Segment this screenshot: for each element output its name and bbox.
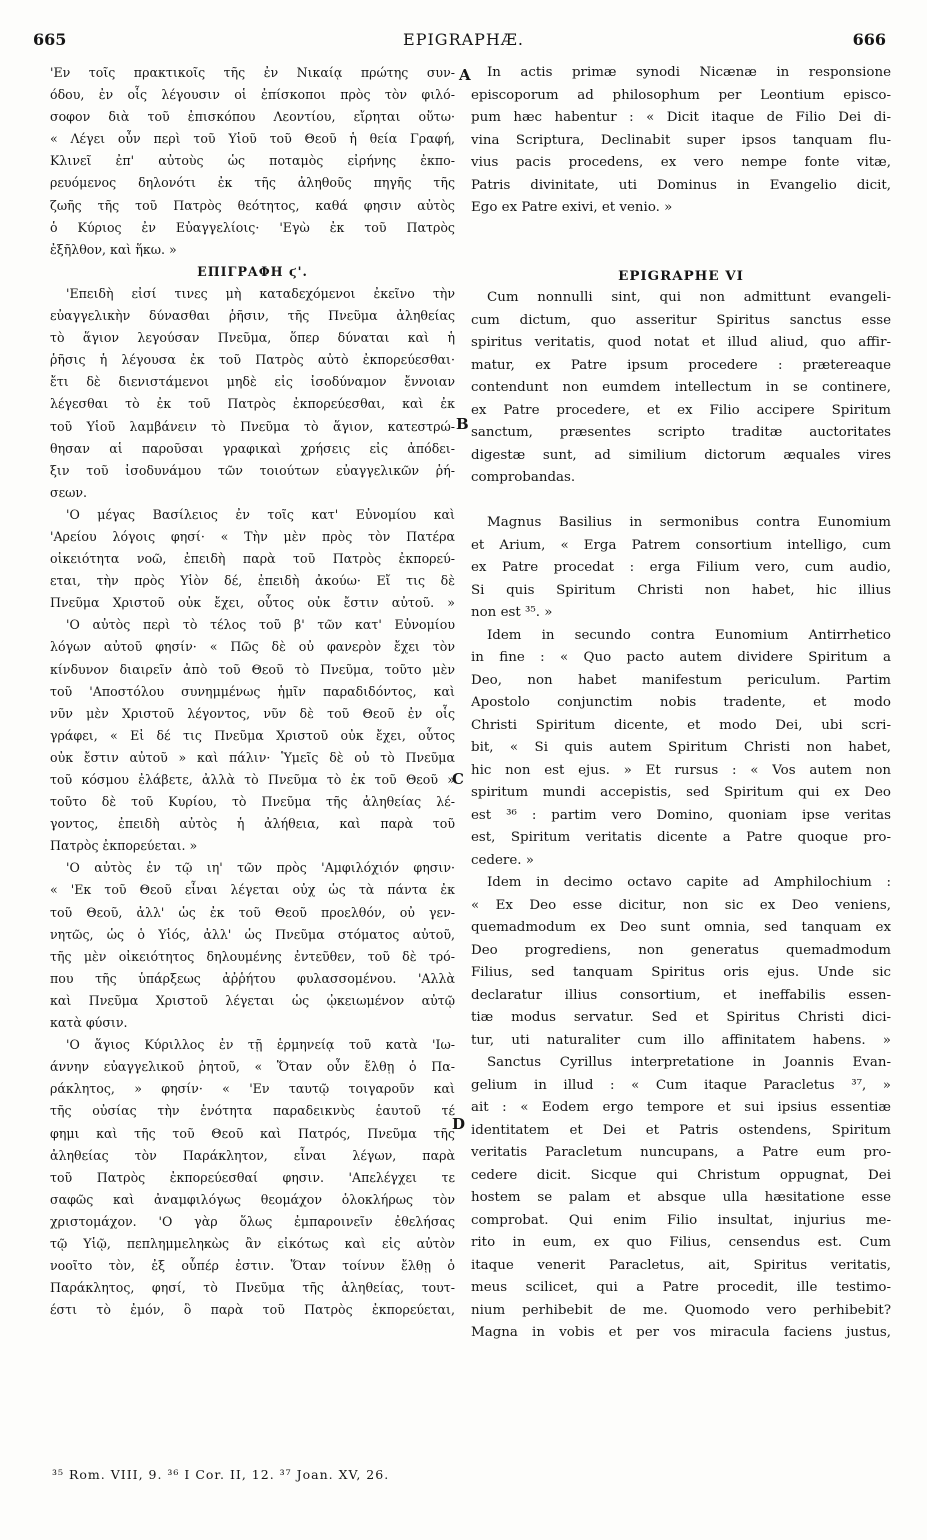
greek-line: κατὰ φύσιν. xyxy=(50,1015,128,1031)
latin-line: ait : « Eodem ergo tempore et sui ipsius essentiæ xyxy=(471,1100,891,1115)
greek-line: Κλινεῖ ἐπ' αὐτοὺς ὡς ποταμὸς εἰρήνης ἐκπο- xyxy=(50,153,455,169)
greek-line: γράφει, « Εἰ δέ τις Πνεῦμα Χριστοῦ οὐκ ἔχει, οὗτος xyxy=(50,727,455,743)
greek-line: σαφῶς καὶ ἀναμφιλόγως θεομάχον ὁλοκλήρως τὸν xyxy=(50,1191,455,1207)
greek-line: λόγων αὐτοῦ φησίν· « Πῶς δὲ οὐ φανερὸν ἔχει τὸν xyxy=(50,639,455,655)
latin-line: digestæ sunt, ad similium dictorum æquales vires xyxy=(471,447,891,463)
greek-line: εται, τὴν πρὸς Υἱὸν δέ, ἐπειδὴ ἀκούω· Εἴ τις δὲ xyxy=(50,573,455,589)
greek-line: Πατρὸς ἐκπορεύεται. » xyxy=(50,838,198,854)
latin-line: Deo, non habet manifestum periculum. Partim xyxy=(471,672,891,688)
greek-line: τὸ ἅγιον λεγούσαν Πνεῦμα, ὅπερ δύναται καὶ ἡ xyxy=(50,330,455,346)
greek-line: 'Ο μέγας Βασίλειος ἐν τοῖς κατ' Εὐνομίου καὶ xyxy=(66,506,455,522)
latin-line: cum dictum, quo asseritur Spiritus sanctus esse xyxy=(471,312,891,328)
greek-line: έστι τὸ ἐμόν, ὃ παρὰ τοῦ Πατρὸς ἐκπορεύεται, xyxy=(50,1302,455,1318)
greek-line: τοῦτο δὲ τοῦ Κυρίου, τὸ Πνεῦμα τῆς ἀληθείας λέ- xyxy=(50,794,455,810)
latin-line: non est ³⁵. » xyxy=(471,605,553,620)
greek-line: ράκλητος, » φησίν· « 'Εν ταυτῷ τοιγαροῦν καὶ xyxy=(50,1081,455,1097)
latin-line: bit, « Si quis autem Spiritum Christi non habet, xyxy=(471,740,891,755)
latin-line: Patris divinitate, uti Dominus in Evangelio dicit, xyxy=(471,177,891,193)
latin-line: hostem se palam et absque ulla hæsitatione esse xyxy=(471,1190,891,1205)
greek-line: 'Επειδὴ εἰσί τινες μὴ καταδεχόμενοι ἐκεῖνο τὴν xyxy=(66,285,455,301)
latin-line: Christi Spiritum dicente, et modo Dei, ubi scri- xyxy=(471,717,891,733)
page-number-right: 666 xyxy=(852,30,886,49)
greek-line: ξιν τοῦ ἰσοδυνάμου τῶν τοιούτων εὐαγγελικῶν ῥή- xyxy=(50,462,455,478)
latin-line: spiritus veritatis, quod notat et illud aliud, quo affir- xyxy=(471,335,891,350)
latin-line: sanctum, præsentes scripto traditæ auctoritates xyxy=(471,425,891,440)
latin-line: in fine : « Quo pacto autem dividere Spiritum a xyxy=(471,650,891,665)
greek-line: κίνδυνον διαιρεῖν ἀπὸ τοῦ Θεοῦ τὸ Πνεῦμα, τοῦτο μὲν xyxy=(50,661,455,677)
greek-line: νοοῖτο τὸν, ἐξ οὗπέρ ἐστιν. Ὅταν τοίνυν ἔλθῃ ὁ xyxy=(50,1258,455,1274)
greek-line: ὁ Κύριος ἐν Εὐαγγελίοις· 'Εγὼ ἐκ τοῦ Πατρὸς xyxy=(50,219,455,235)
greek-line: οὐκ ἔστιν αὐτοῦ » καὶ πάλιν· Ὑμεῖς δὲ οὐ τὸ Πνεῦμα xyxy=(50,749,455,765)
latin-line: Sanctus Cyrillus interpretatione in Joannis Evan- xyxy=(487,1055,891,1070)
latin-line: Magna in vobis et per vos miracula faciens justus, xyxy=(471,1325,891,1340)
greek-line: ἐξῆλθον, καὶ ἥκω. » xyxy=(50,241,177,257)
latin-line: declaratur illius consortium, et ineffabilis essen- xyxy=(471,987,891,1003)
latin-line: Cum nonnulli sint, qui non admittunt evangeli- xyxy=(487,290,891,305)
latin-line: gelium in illud : « Cum itaque Paracletus ³⁷, » xyxy=(471,1077,891,1093)
latin-line: spiritum mundi accepistis, sed Spiritum qui ex Deo xyxy=(471,785,891,800)
latin-line: identitatem et Dei et Patris ostendens, Spiritum xyxy=(471,1122,891,1138)
latin-line: et Arium, « Erga Patrem consortium intelligo, cum xyxy=(471,537,891,553)
greek-line: λέγεσθαι τὸ ἐκ τοῦ Πατρὸς ἐκπορεύεσθαι, καὶ ἐκ xyxy=(50,396,455,412)
latin-line: Apostolo conjunctim nobis tradente, et modo xyxy=(471,695,891,710)
greek-line: ἀληθείας τὸν Παράκλητον, εἶναι λέγων, παρὰ xyxy=(50,1147,455,1163)
greek-line: άννην εὐαγγελικοῦ ῥητοῦ, « Ὅταν οὖν ἔλθῃ ὁ Πα- xyxy=(50,1059,455,1075)
latin-line: ex Patre procedat : erga Filium vero, cum audio, xyxy=(471,560,891,575)
latin-line: Magnus Basilius in sermonibus contra Eunomium xyxy=(487,515,891,530)
margin-letter-a: A xyxy=(459,66,471,84)
greek-line: « 'Εκ τοῦ Θεοῦ εἶναι λέγεται οὐχ ὡς τὰ πάντα ἐκ xyxy=(50,882,455,898)
greek-line: καὶ Πνεῦμα Χριστοῦ λέγεται ὡς ᾠκειωμένον αὐτῷ xyxy=(50,992,455,1008)
greek-line: τῷ Υἱῷ, πεπλημμεληκὼς ἂν εἰκότως καὶ εἰς αὐτὸν xyxy=(50,1235,455,1251)
footnotes: ³⁵ Rom. VIII, 9. ³⁶ I Cor. II, 12. ³⁷ Joan. XV, 26. xyxy=(52,1467,390,1482)
greek-line: οἰκειότητα νοῶ, ἐπειδὴ παρὰ τοῦ Πατρὸς ἐκπορεύ- xyxy=(50,551,455,567)
greek-line: τοῦ Υἱοῦ λαμβάνειν τὸ Πνεῦμα τὸ ἅγιον, κατεστρώ- xyxy=(50,418,455,434)
greek-line: Παράκλητος, φησί, τὸ Πνεῦμα τῆς ἀληθείας, τουτ- xyxy=(50,1280,455,1296)
latin-line: rito in eum, ex quo Filius, censendus est. Cum xyxy=(471,1235,891,1250)
latin-line: Deo progrediens, non generatus quemadmodum xyxy=(471,942,891,958)
latin-line: matur, ex Patre ipsum procedere : prætereaque xyxy=(471,357,891,373)
latin-line: Idem in decimo octavo capite ad Amphilochium : xyxy=(487,875,891,890)
latin-line xyxy=(471,220,891,243)
latin-line: vius pacis procedens, ex vero nempe fonte vitæ, xyxy=(471,155,891,170)
greek-line: τοῦ 'Αποστόλου συνημμένως ἡμῖν παραδιδόντος, καὶ xyxy=(50,683,455,699)
greek-line: σοφον διὰ τοῦ ἐπισκόπου Λεοντίου, εἴρηται οὕτω· xyxy=(50,109,455,125)
margin-letter-c: C xyxy=(452,770,464,788)
latin-line: hic non est ejus. » Et rursus : « Vos autem non xyxy=(471,762,891,778)
greek-line: εὐαγγελικὴν δύνασθαι ῥῆσιν, τῆς Πνεῦμα ἀληθείας xyxy=(50,308,455,324)
latin-line: itaque venerit Paracletus, ait, Spiritus veritatis, xyxy=(471,1257,891,1273)
latin-line: est ³⁶ : partim vero Domino, quoniam ipse veritas xyxy=(471,807,891,823)
greek-line: τοῦ Πατρὸς ἐκπορεύεσθαί φησιν. 'Απελέγχει τε xyxy=(50,1169,455,1185)
latin-line: comprobat. Qui enim Filio insultat, injurius me- xyxy=(471,1212,891,1228)
latin-line: quemadmodum ex Deo sunt omnia, sed tanquam ex xyxy=(471,920,891,935)
latin-line: ex Patre procedere, et ex Filio accipere Spiritum xyxy=(471,402,891,418)
greek-line: φημι καὶ τῆς τοῦ Θεοῦ καὶ Πατρός, Πνεῦμα τῆς xyxy=(50,1125,455,1141)
greek-line: ρευόμενος δηλονότι ἐκ τῆς ἀληθοῦς πηγῆς τῆς xyxy=(50,175,455,191)
greek-column xyxy=(50,62,455,1457)
latin-column xyxy=(471,62,891,1457)
greek-line: τῆς οὐσίας τὴν ἑνότητα παραδεικνὺς ἑαυτοῦ τέ xyxy=(50,1103,455,1119)
greek-line: γοντος, ἐπειδὴ αὐτὸς ἡ ἀλήθεια, καὶ παρὰ τοῦ xyxy=(50,816,455,832)
latin-line: cedere. » xyxy=(471,852,534,868)
latin-line xyxy=(471,490,891,513)
greek-line: ἔτι δὲ διενιστάμενοι μηδὲ εἰς ἰσοδύναμον ἔννοιαν xyxy=(50,374,455,390)
greek-line: τοῦ Θεοῦ, ἀλλ' ὡς ἐκ τοῦ Θεοῦ προελθόν, οὐ γεν- xyxy=(50,904,455,920)
greek-line: « Λέγει οὖν περὶ τοῦ Υἱοῦ τοῦ Θεοῦ ἡ θεία Γραφή, xyxy=(50,131,455,147)
latin-line: comprobandas. xyxy=(471,470,576,485)
greek-line: ζωῆς τῆς τοῦ Πατρὸς θεότητος, καθά φησιν αὐτὸς xyxy=(50,197,455,213)
greek-line: όδου, ἐν οἷς λέγουσιν οἱ ἐπίσκοποι πρὸς τὸν φιλό- xyxy=(50,87,455,103)
greek-line: Πνεῦμα Χριστοῦ οὐκ ἔχει, οὗτος οὐκ ἔστιν αὐτοῦ. » xyxy=(50,595,455,611)
greek-line: 'Ο αὐτὸς ἐν τῷ ιη' τῶν πρὸς 'Αμφιλόχιόν φησιν· xyxy=(66,860,455,876)
greek-line: τῆς μὲν οἰκειότητος δηλουμένης ἐντεῦθεν, τοῦ δὲ τρό- xyxy=(50,948,455,964)
latin-line: nium perhibebit de me. Quomodo vero perhibebit? xyxy=(471,1302,891,1318)
latin-line: EPIGRAPHE VI xyxy=(618,267,744,284)
latin-line: In actis primæ synodi Nicænæ in responsione xyxy=(487,65,891,80)
latin-line xyxy=(471,242,891,265)
latin-line: « Ex Deo esse dicitur, non sic ex Deo veniens, xyxy=(471,897,891,913)
latin-line: tiæ modus servatur. Sed et Spiritus Christi dici- xyxy=(471,1010,891,1025)
latin-line: Ego ex Patre exivi, et venio. » xyxy=(471,200,673,215)
margin-letter-b: B xyxy=(456,415,469,433)
greek-line: τοῦ κόσμου ἐλάβετε, ἀλλὰ τὸ Πνεῦμα τὸ ἐκ τοῦ Θεοῦ » xyxy=(50,772,455,787)
greek-line: νῦν μὲν Χριστοῦ λέγοντος, νῦν δὲ τοῦ Θεοῦ ἐν οἷς xyxy=(50,705,455,721)
latin-line: Filius, sed tanquam Spiritus oris ejus. Unde sic xyxy=(471,965,891,980)
margin-letter-d: D xyxy=(452,1115,466,1133)
greek-line: χριστομάχον. 'Ο γὰρ ὅλως ἐμπαροινεῖν ἐθελήσας xyxy=(50,1213,455,1229)
greek-line: 'Εν τοῖς πρακτικοῖς τῆς ἐν Νικαίᾳ πρώτης συν- xyxy=(50,65,455,80)
latin-line: Idem in secundo contra Eunomium Antirrhetico xyxy=(487,627,891,643)
greek-line: που τῆς ὑπάρξεως ἀῤῥήτου φυλασσομένου. 'Αλλὰ xyxy=(50,970,455,986)
page-number-left: 665 xyxy=(33,30,67,49)
latin-line: pum hæc habentur : « Dicit itaque de Filio Dei di- xyxy=(471,110,891,125)
latin-line: episcoporum ad philosophum per Leontium episco- xyxy=(471,87,891,103)
greek-line: σεων. xyxy=(50,484,88,500)
greek-line: νητῶς, ὡς ὁ Υἱός, ἀλλ' ὡς Πνεῦμα στόματος αὐτοῦ, xyxy=(50,926,455,942)
latin-line: meus scilicet, qui a Patre procedit, ille testimo- xyxy=(471,1280,891,1295)
latin-line: Si quis Spiritum Christi non habet, hic illius xyxy=(471,582,891,598)
greek-line: 'Αρείου λόγοις φησί· « Τὴν μὲν πρὸς τὸν Πατέρα xyxy=(50,528,455,544)
latin-line: veritatis Paracletum nuncupans, a Patre eum pro- xyxy=(471,1145,891,1160)
latin-line: contendunt non eumdem intellectum in se continere, xyxy=(471,380,891,395)
greek-line: θησαν αἱ παροῦσαι γραφικαὶ χρήσεις εἰς ἀπόδει- xyxy=(50,440,455,456)
latin-line: tur, uti naturaliter cum illo affinitatem habens. » xyxy=(471,1032,891,1048)
greek-line: ΕΠΙΓΡΑΦΗ ϛ'. xyxy=(197,263,308,279)
greek-line: ῥῆσις ἡ λέγουσα ἐκ τοῦ Πατρὸς αὐτὸ ἐκπορεύεσθαι· xyxy=(50,352,455,368)
greek-line: 'Ο ἅγιος Κύριλλος ἐν τῇ ἑρμηνείᾳ τοῦ κατὰ 'Ιω- xyxy=(66,1037,455,1053)
greek-line: 'Ο αὐτὸς περὶ τὸ τέλος τοῦ β' τῶν κατ' Εὐνομίου xyxy=(66,617,455,633)
latin-line: est, Spiritum veritatis dicente a Patre quoque pro- xyxy=(471,830,891,845)
latin-line: cedere dicit. Sicque qui Christum oppugnat, Dei xyxy=(471,1167,891,1183)
latin-line: vina Scriptura, Declinabit super ipsos tanquam flu- xyxy=(471,132,891,148)
running-header: EPIGRAPHÆ. xyxy=(403,30,524,49)
